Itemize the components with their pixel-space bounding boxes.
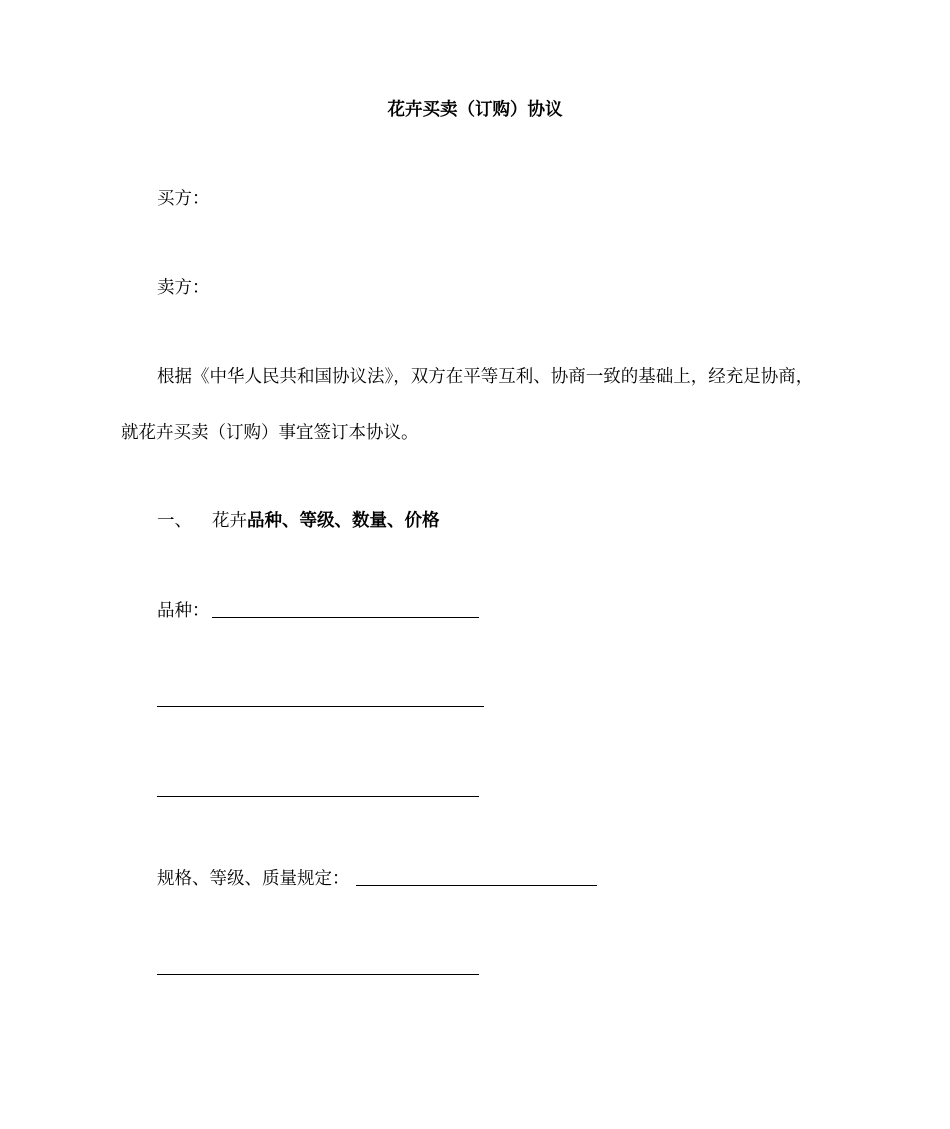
- section-1-title-regular: 花卉: [212, 511, 247, 531]
- section-1-title-bold: 品种、等级、数量、价格: [247, 511, 440, 531]
- variety-blank-line: [212, 617, 479, 618]
- spec-label: 规格、等级、质量规定：: [157, 869, 350, 889]
- document-title: 花卉买卖（订购）协议: [387, 100, 563, 120]
- buyer-label: 买方：: [157, 189, 210, 209]
- preamble-line-2: 就花卉买卖（订购）事宜签订本协议。: [121, 423, 419, 443]
- preamble-line-1: 根据《中华人民共和国协议法》，双方在平等互利、协商一致的基础上，经充足协商，: [157, 367, 814, 387]
- spec-field: [157, 867, 350, 891]
- section-1-number: 一、: [157, 511, 192, 531]
- blank-line-5: [157, 974, 479, 975]
- section-1-heading: [157, 509, 440, 533]
- blank-line-3: [157, 796, 479, 797]
- blank-line-2: [157, 706, 484, 707]
- variety-field: [157, 599, 210, 623]
- variety-label: 品种：: [157, 601, 210, 621]
- seller-label: 卖方：: [157, 278, 210, 298]
- spec-blank-line: [356, 885, 597, 886]
